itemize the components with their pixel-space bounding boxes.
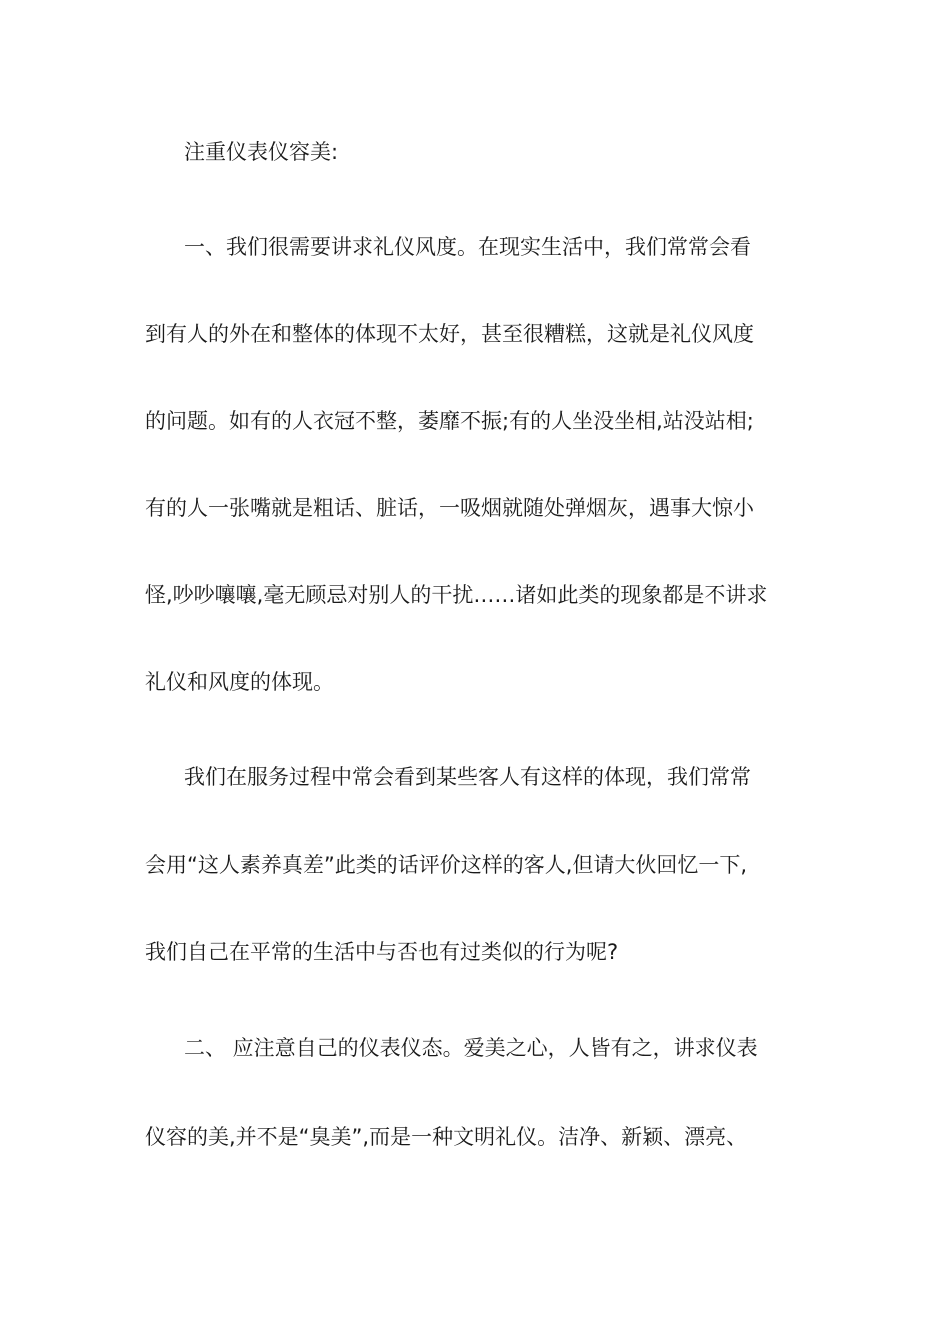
paragraph-line: 仪容的美,并不是“臭美”,而是一种文明礼仪。洁净、新颖、漂亮、 [145,1125,748,1149]
paragraph-line: 怪,吵吵嚷嚷,毫无顾忌对别人的干扰……诸如此类的现象都是不讲求 [145,583,768,607]
section-heading: 注重仪表仪容美: [184,140,339,164]
paragraph-line: 礼仪和风度的体现。 [145,670,334,694]
paragraph-line: 一、我们很需要讲求礼仪风度。在现实生活中，我们常常会看 [184,235,751,259]
paragraph-line: 会用“这人素养真差”此类的话评价这样的客人,但请大伙回忆一下, [145,853,748,877]
paragraph-line: 我们自己在平常的生活中与否也有过类似的行为呢? [145,940,619,964]
paragraph-line: 二、 应注意自己的仪表仪态。爱美之心，人皆有之，讲求仪表 [184,1036,758,1060]
paragraph-line: 有的人一张嘴就是粗话、脏话，一吸烟就随处弹烟灰，遇事大惊小 [145,496,754,520]
paragraph-line: 的问题。如有的人衣冠不整，萎靡不振;有的人坐没坐相,站没站相; [145,409,754,433]
paragraph-line: 到有人的外在和整体的体现不太好，甚至很糟糕，这就是礼仪风度 [145,322,754,346]
paragraph-line: 我们在服务过程中常会看到某些客人有这样的体现，我们常常 [184,765,751,789]
